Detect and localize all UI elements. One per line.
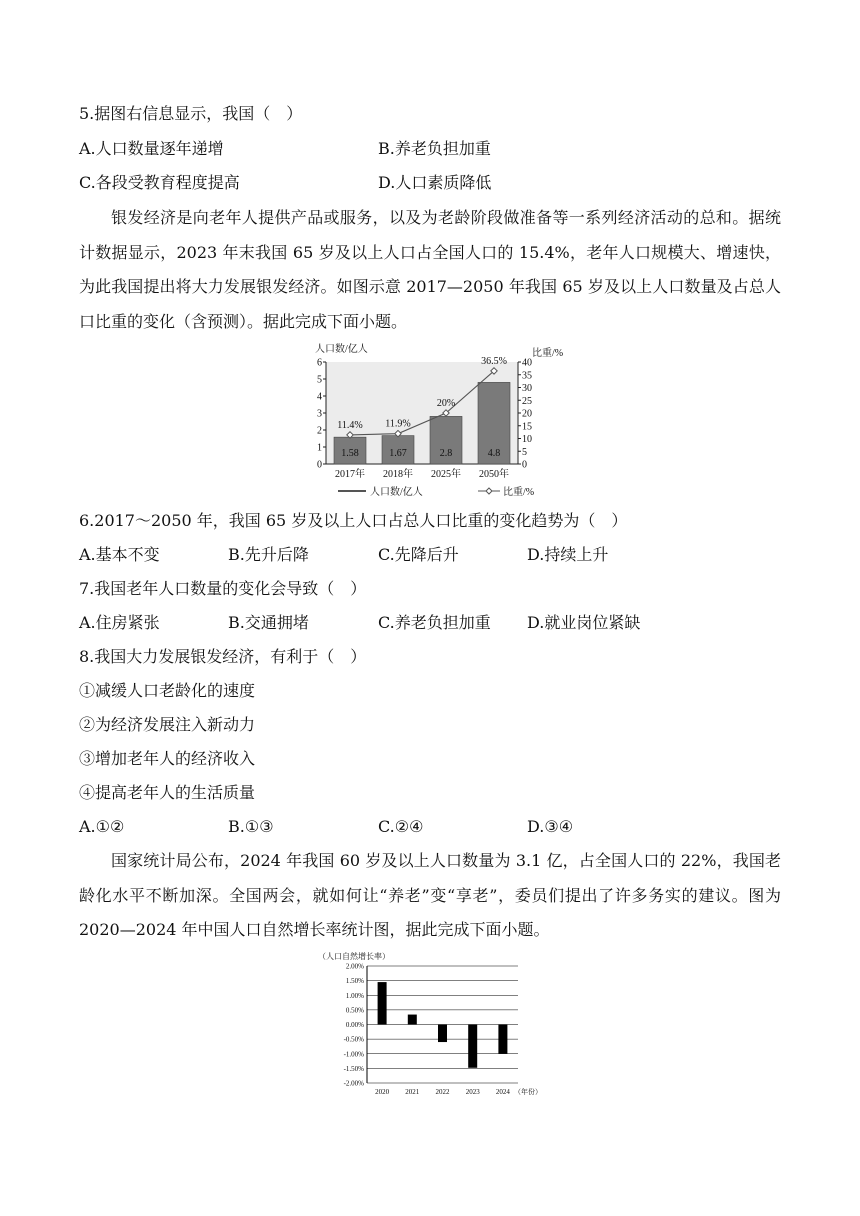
chart1-y2tick-label: 35 — [522, 370, 532, 382]
q8-option-c[interactable]: C.②④ — [378, 817, 424, 836]
chart1-xtick-label: 2025年 — [431, 469, 461, 480]
chart2-xtick-label: 2022 — [435, 1088, 450, 1096]
q7-stem: 7.我国老年人口数量的变化会导致（ ） — [79, 579, 367, 598]
chart2-xlabel: （年份） — [514, 1088, 542, 1096]
chart2-xtick-label: 2024 — [495, 1088, 510, 1096]
chart1-ytick-label: 5 — [317, 374, 322, 386]
chart2-bar — [378, 982, 387, 1024]
chart1-bar-label: 1.58 — [341, 448, 359, 459]
chart2-ytick-label: 2.00% — [345, 962, 364, 971]
chart1-y2tick-label: 15 — [522, 421, 532, 433]
passage-population-aging: 国家统计局公布，2024 年我国 60 岁及以上人口数量为 3.1 亿，占全国人口的 22%，我国老龄化水平不断加深。全国两会，就如何让“养老”变“享老”，委员们提出了许多务实的建议。图为 2020—2024 年中国人口自然增长率统计图，据此完成下面小题。 — [79, 851, 781, 939]
chart1-ratio-label: 36.5% — [481, 355, 507, 367]
chart1-xtick-label: 2050年 — [479, 469, 509, 480]
q5-option-d[interactable]: D.人口素质降低 — [378, 173, 492, 192]
chart2-xtick-label: 2020 — [375, 1088, 390, 1096]
legend-bar-label: 人口数/亿人 — [370, 487, 423, 498]
chart2-xtick-label: 2023 — [465, 1088, 480, 1096]
q7-option-a[interactable]: A.住房紧张 — [79, 613, 160, 632]
q5-option-b[interactable]: B.养老负担加重 — [378, 139, 491, 158]
chart2-bar — [498, 1025, 507, 1054]
passage-silver-economy: 银发经济是向老年人提供产品或服务，以及为老龄阶段做准备等一系列经济活动的总和。据统计数据显示，2023 年末我国 65 岁及以上人口占全国人口的 15.4%，老年人口规模大、增速快，为此我国提出将大力发展银发经济。如图示意 2017—2050 年我国 65 岁及以上人口数量及占总人口比重的变化（含预测）。据此完成下面小题。 — [79, 208, 781, 331]
chart1-bar-label: 1.67 — [389, 448, 407, 459]
chart1-ytick-label: 6 — [317, 357, 322, 369]
chart2-xtick-label: 2021 — [405, 1088, 420, 1096]
chart2-ytick-label: 0.50% — [345, 1006, 364, 1015]
q5-stem: 5.据图右信息显示，我国（ ） — [79, 104, 303, 123]
chart1-ytick-label: 2 — [317, 425, 322, 437]
chart1-ratio-label: 11.9% — [385, 418, 411, 430]
chart2-ytick-label: -0.50% — [343, 1035, 364, 1044]
chart2-bar — [468, 1025, 477, 1068]
q8-option-d[interactable]: D.③④ — [527, 817, 574, 836]
chart-natural-growth-rate — [300, 946, 570, 1098]
chart1-y2tick-label: 5 — [522, 446, 527, 458]
q8-item-3: ③增加老年人的经济收入 — [79, 749, 256, 768]
chart2-ytick-label: -1.50% — [343, 1064, 364, 1073]
chart1-y2label: 比重/% — [532, 348, 564, 359]
q6-option-b[interactable]: B.先升后降 — [228, 545, 309, 564]
chart1-legend — [338, 485, 534, 498]
legend-line-marker — [486, 488, 492, 494]
chart1-bar-label: 4.8 — [487, 448, 501, 459]
q6-option-a[interactable]: A.基本不变 — [79, 545, 160, 564]
q8-stem: 8.我国大力发展银发经济，有利于（ ） — [79, 647, 367, 666]
chart1-y2tick-label: 30 — [522, 383, 532, 394]
chart2-ytick-label: 0.00% — [345, 1021, 364, 1029]
q5-option-c[interactable]: C.各段受教育程度提高 — [79, 173, 240, 192]
q6-option-c[interactable]: C.先降后升 — [378, 545, 459, 564]
chart1-y2tick-label: 0 — [522, 459, 527, 471]
chart1-xtick-label: 2018年 — [383, 469, 413, 480]
chart1-ytick-label: 4 — [317, 391, 322, 403]
q8-option-a[interactable]: A.①② — [79, 817, 125, 836]
q7-option-c[interactable]: C.养老负担加重 — [378, 613, 491, 632]
q8-item-1: ①减缓人口老龄化的速度 — [79, 681, 256, 700]
chart2-ytick-label: -1.00% — [343, 1050, 364, 1059]
q8-option-b[interactable]: B.①③ — [228, 817, 274, 836]
q5-option-a[interactable]: A.人口数量逐年递增 — [79, 139, 224, 158]
chart1-ytick-label: 0 — [317, 459, 322, 471]
chart1-y2tick-label: 40 — [522, 357, 532, 369]
chart1-ratio-label: 11.4% — [337, 419, 363, 431]
q6-stem: 6.2017～2050 年，我国 65 岁及以上人口占总人口比重的变化趋势为（ ） — [79, 511, 628, 530]
q7-option-d[interactable]: D.就业岗位紧缺 — [527, 613, 641, 632]
chart1-ytick-label: 3 — [317, 408, 322, 420]
chart1-y2tick-label: 25 — [522, 395, 532, 407]
q8-item-2: ②为经济发展注入新动力 — [79, 715, 256, 734]
q6-option-d[interactable]: D.持续上升 — [527, 545, 609, 564]
chart2-ytick-label: 1.00% — [345, 991, 364, 1000]
chart1-xtick-label: 2017年 — [335, 469, 365, 480]
q7-option-b[interactable]: B.交通拥堵 — [228, 613, 309, 632]
legend-line-label: 比重/% — [503, 487, 535, 498]
chart1-y2tick-label: 20 — [522, 408, 532, 420]
chart1-ratio-label: 20% — [436, 398, 456, 409]
chart2-ylabel: （人口自然增长率） — [318, 952, 390, 961]
q8-item-4: ④提高老年人的生活质量 — [79, 783, 256, 802]
chart2-bar — [438, 1025, 447, 1043]
chart2-ytick-label: -2.00% — [343, 1079, 364, 1088]
chart1-bar-label: 2.8 — [439, 448, 453, 459]
chart2-bar — [408, 1015, 417, 1025]
chart1-ylabel: 人口数/亿人 — [315, 344, 368, 355]
chart-elderly-population — [300, 340, 570, 500]
chart1-ytick-label: 1 — [317, 442, 322, 454]
chart2-ytick-label: 1.50% — [345, 977, 364, 986]
chart1-y2tick-label: 10 — [522, 434, 532, 445]
